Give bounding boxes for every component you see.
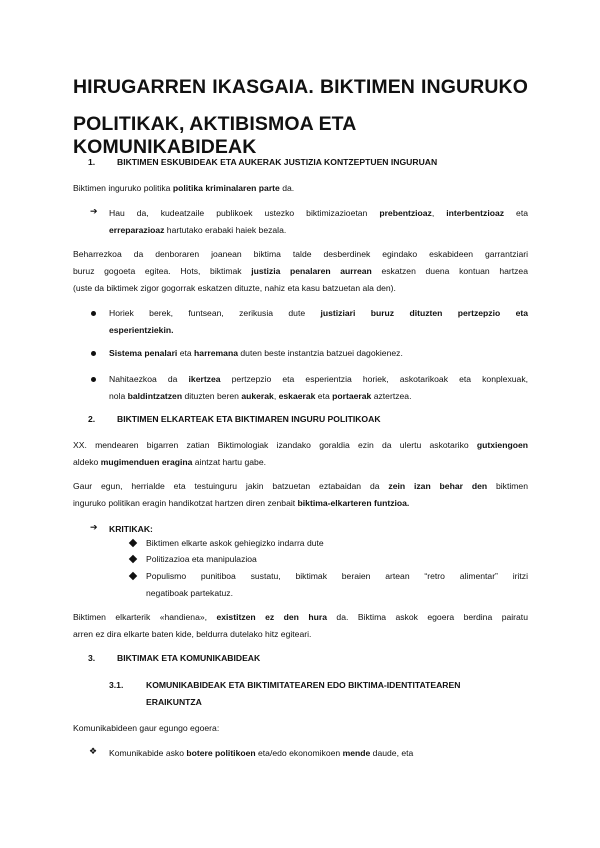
four-diamond-bullet-icon: ❖: [89, 746, 98, 756]
text: biktimen: [487, 481, 528, 491]
text: nola: [109, 391, 128, 401]
bold-text: gutxiengoen: [476, 440, 528, 450]
text: da. Biktima askok egoera berdina pairatu: [326, 612, 528, 622]
list-item: [109, 345, 528, 362]
section-label: BIKTIMEN ELKARTEAK ETA BIKTIMAREN INGURU POLITIKOAK: [117, 414, 381, 424]
line: [73, 454, 528, 471]
bullet-icon: [91, 377, 96, 382]
paragraph: Komunikabideen gaur egungo egoera:: [73, 723, 220, 733]
section-heading-1: [88, 157, 437, 167]
title-word: INGURUKO: [421, 76, 528, 98]
section-number: 1.: [88, 157, 96, 167]
bold-text: biktima-elkarteren funtzioa.: [297, 498, 410, 508]
bold-text: esperientziekin.: [109, 325, 174, 335]
paragraph: [73, 478, 528, 512]
diamond-bullet-icon: [129, 539, 137, 547]
text: eskatzen duena kontuan hartzea: [371, 266, 528, 276]
page-title-line-1: [73, 76, 528, 99]
text: Gaur egun, herrialde eta testuinguru jakin batzuetan eztabaidan da: [73, 481, 389, 491]
list-item: Politizazioa eta manipulazioa: [146, 554, 257, 564]
list-item: [109, 305, 528, 339]
text: eta/edo ekonomikoen: [255, 748, 343, 758]
bold-text: baldintzatzen: [127, 391, 183, 401]
bold-text: KRITIKAK:: [109, 524, 153, 534]
bold-text: portaerak: [332, 391, 372, 401]
text: hartutako erabaki haiek bezala.: [164, 225, 287, 235]
paragraph: [73, 437, 528, 471]
line: [73, 478, 528, 495]
subsection-heading-3-1: [109, 677, 460, 711]
bold-text: eskaerak: [278, 391, 316, 401]
section-label: BIKTIMAK ETA KOMUNIKABIDEAK: [117, 653, 261, 663]
line: [109, 305, 528, 322]
text: duten beste instantzia batzuei dagokienez.: [238, 348, 403, 358]
line: [109, 388, 528, 405]
bold-text: justizia penalaren aurrean: [251, 266, 372, 276]
line: [109, 205, 528, 222]
section-number: 3.1.: [109, 680, 124, 690]
section-number: 3.: [88, 653, 96, 663]
text: Nahitaezkoa da: [109, 374, 189, 384]
line: Beharrezkoa da denboraren joanean biktima talde desberdinek egindako eskabideen garrantziari: [73, 249, 528, 259]
text: eta: [504, 208, 529, 218]
section-label-continued: ERAIKUNTZA: [146, 697, 202, 707]
text: Biktimen elkarterik «handiena»,: [73, 612, 217, 622]
section-number: 2.: [88, 414, 96, 424]
title-word: HIRUGARREN: [73, 76, 207, 98]
text: Komunikabide asko: [109, 748, 187, 758]
text: aztertzea.: [371, 391, 412, 401]
bold-text: aukerak: [241, 391, 274, 401]
line: [109, 222, 528, 239]
title-word: IKASGAIA.: [212, 76, 314, 98]
bold-text: mugimenduen eragina: [100, 457, 193, 467]
bold-text: harremana: [194, 348, 238, 358]
section-heading-2: [88, 414, 381, 424]
line: Populismo punitiboa sustatu, biktimak beraien artean “retro alimentar” iritzi: [146, 571, 528, 581]
line: (uste da biktimek zigor gogorrak eskatzen dituzte, nahiz eta kasu batzuetan ala den).: [73, 283, 396, 293]
list-item: [146, 568, 528, 602]
paragraph: [73, 246, 528, 297]
line: [73, 263, 528, 280]
line: [73, 495, 528, 512]
section-heading-3: [88, 653, 260, 663]
line: [109, 322, 528, 339]
text: Biktimen inguruko politika: [73, 183, 173, 193]
text: buruz gogoeta egitea. Hots, biktimak: [73, 266, 252, 276]
list-item: [109, 745, 528, 762]
paragraph: [73, 180, 528, 197]
text: ,: [273, 391, 279, 401]
text: pertzepzio eta esperientzia horiek, askotarikoak eta konplexuak,: [220, 374, 529, 384]
bold-text: mende: [342, 748, 371, 758]
page-title-line-2: POLITIKAK, AKTIBISMOA ETA KOMUNIKABIDEAK: [73, 113, 356, 158]
arrow-right-icon: ➔: [90, 522, 98, 532]
line: negatiboak partekatuz.: [146, 588, 233, 598]
bold-text: interbentzioaz: [446, 208, 505, 218]
bullet-icon: [91, 351, 96, 356]
bold-text: existitzen ez den hura: [216, 612, 327, 622]
bold-text: botere politikoen: [186, 748, 256, 758]
arrow-right-icon: ➔: [90, 206, 98, 216]
bold-text: Sistema penalari: [109, 348, 178, 358]
bold-text: erreparazioaz: [109, 225, 165, 235]
text: Hau da, kudeatzaile publikoek ustezko biktimizazioetan: [109, 208, 380, 218]
text: ,: [431, 208, 447, 218]
text: aintzat hartu gabe.: [192, 457, 266, 467]
line: [109, 371, 528, 388]
line: arren ez dira elkarte baten kide, beldurra dutelako hitz egiteari.: [73, 629, 312, 639]
diamond-bullet-icon: [129, 572, 137, 580]
text: da.: [279, 183, 295, 193]
bold-text: justiziari buruz dituzten pertzepzio eta: [320, 308, 528, 318]
bold-text: zein izan behar den: [388, 481, 488, 491]
paragraph: [73, 609, 528, 643]
list-item: Biktimen elkarte askok gehiegizko indarra dute: [146, 538, 324, 548]
section-label: KOMUNIKABIDEAK ETA BIKTIMITATEAREN EDO BIKTIMA-IDENTITATEAREN: [146, 680, 461, 690]
text: Horiek berek, funtsean, zerikusia dute: [109, 308, 321, 318]
text: daude, eta: [370, 748, 414, 758]
bold-text: prebentzioaz: [379, 208, 432, 218]
line: [73, 437, 528, 454]
diamond-bullet-icon: [129, 555, 137, 563]
arrow-item: [109, 205, 528, 239]
line: [73, 609, 528, 626]
section-label: BIKTIMEN ESKUBIDEAK ETA AUKERAK JUSTIZIA KONTZEPTUEN INGURUAN: [117, 157, 438, 167]
text: inguruko politikan eragin handikotzat hartzen diren zenbait: [73, 498, 298, 508]
text: aldeko: [73, 457, 101, 467]
title-word: BIKTIMEN: [319, 76, 415, 98]
list-item: [109, 371, 528, 405]
text: eta: [315, 391, 333, 401]
bullet-icon: [91, 311, 96, 316]
text: eta: [177, 348, 195, 358]
bold-text: politika kriminalaren parte: [172, 183, 280, 193]
bold-text: ikertzea: [188, 374, 221, 384]
text: dituzten beren: [182, 391, 242, 401]
text: XX. mendearen bigarren zatian Biktimologiak izandako goraldia ezin da ulertu askotariko: [73, 440, 477, 450]
